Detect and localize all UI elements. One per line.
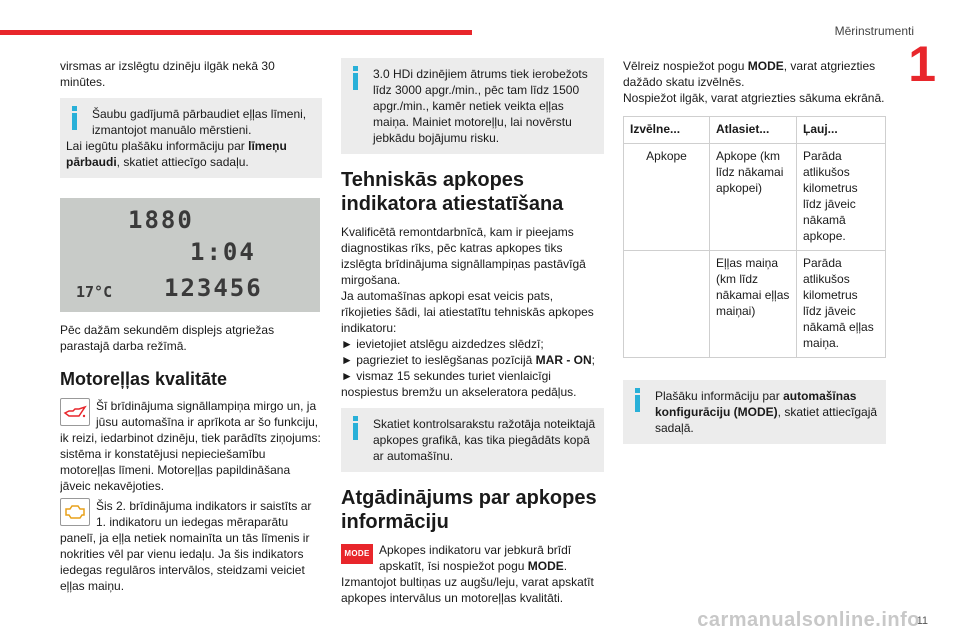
display-odometer: 123456 <box>164 274 263 302</box>
step-3: ► vismaz 15 sekundes turiet vienlaicīgi nospiestus bremžu un akseleratora pedāļus. <box>341 369 577 399</box>
table-cell: Parāda atlikušos kilometrus līdz jāveic nākamā eļļas maiņa. <box>797 251 886 358</box>
table-header: Atlasiet... <box>710 117 797 144</box>
intro-text: virsmas ar izslēgtu dzinēju ilgāk nekā 30 minūtes. <box>60 59 275 89</box>
display-row2: 1:04 <box>190 238 256 266</box>
display-temperature: 17°C <box>76 283 113 301</box>
long-press-text: Nospiežot ilgāk, varat atgriezties sākuma ekrānā. <box>623 91 885 105</box>
oil-paragraph-2: Šis 2. brīdinājuma indikators ir saistīts ar 1. indikatoru un iedegas mēraparātu panelī, ja eļļa netiek nomainīta un tās līmenis ir nokrities vēl par vienu iedaļu. Ja šis indikators iedegas regulāros intervālos, steidzami veiciet eļļas maiņu. <box>60 499 312 593</box>
column-1 <box>60 58 322 594</box>
note-line: Šaubu gadījumā pārbaudiet eļļas līmeni, izmantojot manuālo mērstieni. <box>92 107 307 137</box>
step-1: ► ievietojiet atslēgu aizdedzes slēdzī; <box>341 337 544 351</box>
table-cell: Apkope <box>624 144 710 251</box>
info-note-oil-check <box>60 98 322 178</box>
heading-service-info: Atgādinājums par apkopes informāciju <box>341 487 597 533</box>
oil-paragraph-1: Šī brīdinājuma signāllampiņa mirgo un, ja jūsu automašīna ir aprīkota ar šo funkciju, ik reizi, iedarbinot dzinēju, tiek parādīts ziņojums: sistēma ir konstatējusi nepieciešamību motoreļļas līmeni. Motoreļļas papildināšana jāveic nekavējoties. <box>60 399 321 493</box>
column-2 <box>341 58 604 606</box>
table-header: Izvēlne... <box>624 117 710 144</box>
menu-table <box>623 116 886 358</box>
info-note-config <box>623 380 886 444</box>
note-line: Lai iegūtu plašāku informāciju par līmeņu pārbaudi, skatiet attiecīgo sadaļu. <box>66 139 287 169</box>
page-number: 11 <box>916 615 928 627</box>
table-cell <box>624 251 710 358</box>
mode-button-icon: MODE <box>341 544 373 564</box>
heading-oil-quality: Motoreļļas kvalitāte <box>60 369 228 389</box>
header-accent-bar <box>0 30 472 35</box>
oil-can-icon <box>60 398 90 426</box>
info-icon <box>347 66 363 92</box>
note-text: Plašāku informāciju par automašīnas konfigurāciju (MODE), skatiet attiecīgajā sadaļā. <box>655 389 878 435</box>
info-icon <box>629 388 645 414</box>
mode-return-text: Vēlreiz nospiežot pogu MODE, varat atgriezties dažādo skatu izvēlnēs. <box>623 59 876 89</box>
page-header-title: Mērinstrumenti <box>834 24 914 38</box>
info-note-hdi <box>341 58 604 154</box>
info-note-schedule <box>341 408 604 472</box>
info-icon <box>347 416 363 442</box>
display-row1: 1880 <box>128 206 194 234</box>
mode-paragraph-2: Izmantojot bultiņas uz augšu/leju, varat apskatīt apkopes intervālus un motoreļļas kvalitāti. <box>341 575 594 605</box>
chapter-number: 1 <box>908 36 936 92</box>
table-row <box>624 144 886 251</box>
instrument-display-image <box>60 198 320 312</box>
table-cell: Eļļas maiņa (km līdz nākamai eļļas maiņai) <box>710 251 797 358</box>
step-2: ► pagrieziet to ieslēgšanas pozīcijā MAR - ON; <box>341 353 595 367</box>
table-header: Ļauj... <box>797 117 886 144</box>
note-text: 3.0 HDi dzinējiem ātrums tiek ierobežots līdz 3000 apgr./min., pēc tam līdz 1500 apgr./min., kamēr netiek veikta eļļas maiņa. Mainiet motoreļļu, lai novērstu jebkādu bojājumu risku. <box>373 67 588 145</box>
info-icon <box>66 106 82 132</box>
mode-paragraph: MODE Apkopes indikatoru var jebkurā brīdī apskatīt, īsi nospiežot pogu MODE. <box>341 542 604 574</box>
table-cell: Apkope (km līdz nākamai apkopei) <box>710 144 797 251</box>
link-level-check: līmeņu pārbaudi <box>66 139 287 169</box>
reset-text-2: Ja automašīnas apkopi esat veicis pats, rīkojieties šādi, lai atiestatītu tehniskās apkopes indikatoru: <box>341 289 594 335</box>
column-3 <box>623 58 886 456</box>
after-display-text: Pēc dažām sekundēm displejs atgriežas parastajā darba režīmā. <box>60 323 275 353</box>
table-cell: Parāda atlikušos kilometrus līdz jāveic nākamā apkope. <box>797 144 886 251</box>
heading-service-reset: Tehniskās apkopes indikatora atiestatīšana <box>341 169 564 215</box>
reset-text: Kvalificētā remontdarbnīcā, kam ir pieejams diagnostikas rīks, pēc katras apkopes tiks izslēgta brīdinājuma signāllampiņas pastāvīgā mirgošana. <box>341 225 586 287</box>
table-row <box>624 251 886 358</box>
watermark: carmanualsonline.info <box>697 609 920 631</box>
engine-icon <box>60 498 90 526</box>
note-text: Skatiet kontrolsarakstu ražotāja noteiktajā apkopes grafikā, kas tika piegādāts kopā ar automašīnu. <box>373 417 596 463</box>
